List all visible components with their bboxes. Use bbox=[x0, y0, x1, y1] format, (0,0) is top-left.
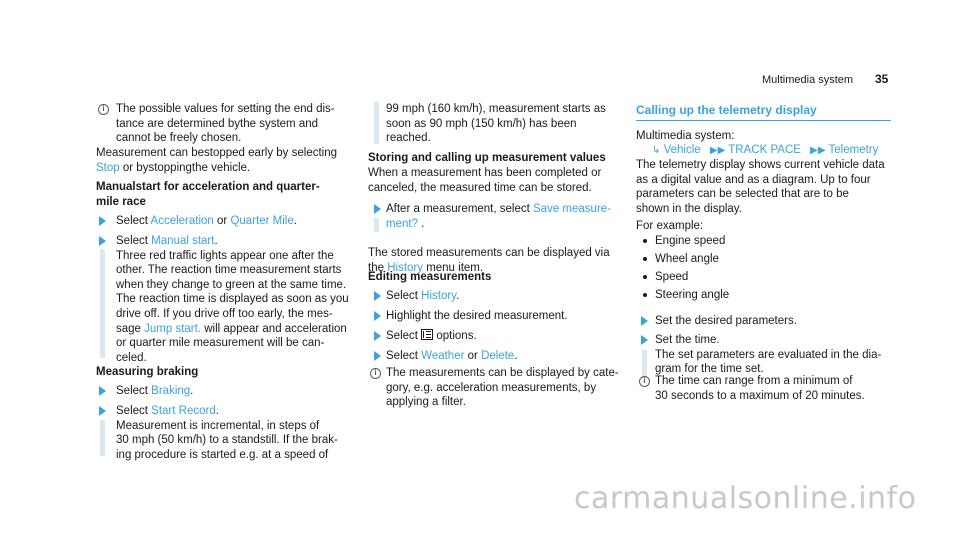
step-text: Select Braking. bbox=[116, 385, 194, 397]
step-bar bbox=[100, 420, 105, 456]
nav-track-pace: TRACK PACE bbox=[728, 144, 801, 156]
step-text: Select options. bbox=[386, 330, 477, 342]
paragraph: Multimedia system: bbox=[636, 130, 735, 142]
info-note-icon: i bbox=[98, 104, 109, 115]
manual-start-link: Manual start bbox=[151, 235, 215, 247]
jump-start-message: Jump start. bbox=[144, 322, 202, 335]
navigation-path bbox=[652, 143, 892, 159]
list-item: Steering angle bbox=[655, 289, 730, 301]
step-bar bbox=[374, 218, 379, 232]
note-text: The possible values for setting the end dis- tance are determined bythe system and cannot be freely chosen. bbox=[116, 103, 335, 145]
options-menu-icon bbox=[421, 329, 433, 340]
step-bar bbox=[374, 102, 379, 144]
save-measurement-link: Save measure- bbox=[533, 203, 611, 215]
nav-vehicle: Vehicle bbox=[663, 144, 701, 156]
step-arrow-icon bbox=[374, 351, 381, 361]
step-text: Set the time. The set parameters are evaluated in the dia- gram for the time set. bbox=[655, 334, 882, 376]
paragraph: Measurement can bestopped early by selecting Stop or bystoppingthe vehicle. bbox=[96, 147, 338, 174]
nav-chevron-icon: ▶▶ bbox=[709, 145, 726, 156]
step-arrow-icon bbox=[99, 386, 106, 396]
step-text: Select Manual start. Three red traffic lights appear one after the other. The reaction time measurement starts when they change to green at the same time. The reaction time is displayed as soon as you drive off. If you drive off too early, the mes- sage Jump start. will appear and acceleration or quarter mile measurement will be can- celed. bbox=[116, 235, 349, 364]
step-text: Set the desired parameters. bbox=[655, 315, 797, 327]
braking-link: Braking bbox=[151, 385, 191, 397]
start-record-link: Start Record bbox=[151, 405, 216, 417]
section-title: Calling up the telemetry display bbox=[636, 103, 817, 117]
page-number: 35 bbox=[875, 72, 889, 86]
step-arrow-icon bbox=[99, 406, 106, 416]
step-arrow-icon bbox=[641, 316, 648, 326]
section-heading: Manualstart for acceleration and quarter- mile race bbox=[96, 181, 320, 208]
nav-enter-icon: ↳ bbox=[652, 145, 661, 156]
paragraph: For example: bbox=[636, 220, 704, 232]
step-bar bbox=[642, 350, 647, 378]
step-arrow-icon bbox=[641, 335, 648, 345]
bullet-icon bbox=[643, 275, 647, 279]
history-link: History bbox=[387, 261, 423, 274]
quarter-mile-link: Quarter Mile bbox=[230, 215, 294, 227]
paragraph: The stored measurements can be displayed via the History menu item. bbox=[368, 247, 610, 274]
step-text: Select Weather or Delete. bbox=[386, 350, 518, 362]
list-item: Wheel angle bbox=[655, 253, 719, 265]
title-rule bbox=[636, 120, 891, 121]
section-heading: Storing and calling up measurement values bbox=[368, 152, 606, 164]
bullet-icon bbox=[643, 239, 647, 243]
weather-link: Weather bbox=[421, 350, 465, 362]
nav-chevron-icon: ▶▶ bbox=[810, 145, 826, 156]
step-arrow-icon bbox=[374, 331, 381, 341]
step-text: After a measurement, select Save measure- ment? . bbox=[386, 203, 611, 230]
list-item: Engine speed bbox=[655, 235, 726, 247]
history-link: History bbox=[421, 290, 457, 302]
step-continuation: 99 mph (160 km/h), measurement starts as soon as 90 mph (150 km/h) has been reached. bbox=[386, 103, 606, 145]
note-text: The time can range from a minimum of 30 seconds to a maximum of 20 minutes. bbox=[655, 375, 865, 402]
step-arrow-icon bbox=[99, 236, 106, 246]
delete-link: Delete bbox=[481, 350, 515, 362]
running-header: Multimedia system bbox=[762, 74, 854, 86]
paragraph: When a measurement has been completed or canceled, the measured time can be stored. bbox=[368, 167, 602, 194]
info-note-icon: i bbox=[370, 368, 381, 379]
list-item: Speed bbox=[655, 271, 689, 283]
step-bar bbox=[100, 249, 105, 358]
section-heading: Editing measurements bbox=[368, 271, 492, 283]
step-arrow-icon bbox=[99, 216, 106, 226]
step-arrow-icon bbox=[374, 204, 381, 214]
note-text: The measurements can be displayed by cate- gory, e.g. acceleration measurements, by applying a filter. bbox=[386, 367, 619, 409]
info-note-icon: i bbox=[639, 376, 650, 387]
stop-link: Stop bbox=[96, 161, 120, 174]
section-heading: Measuring braking bbox=[96, 366, 199, 378]
acceleration-link: Acceleration bbox=[150, 215, 214, 227]
step-arrow-icon bbox=[374, 291, 381, 301]
nav-telemetry: Telemetry bbox=[828, 144, 879, 156]
step-text: Highlight the desired measurement. bbox=[386, 310, 568, 322]
step-text: Select History. bbox=[386, 290, 460, 302]
step-arrow-icon bbox=[374, 311, 381, 321]
bullet-icon bbox=[643, 293, 647, 297]
watermark: carmanualsonline.info bbox=[574, 481, 917, 516]
bullet-icon bbox=[643, 257, 647, 261]
step-text: Select Acceleration or Quarter Mile. bbox=[116, 215, 297, 227]
paragraph: The telemetry display shows current vehicle data as a digital value and as a diagram. Up to four parameters can be selected that are to be shown in the display. bbox=[636, 159, 885, 215]
step-text: Select Start Record. Measurement is incremental, in steps of 30 mph (50 km/h) to a standstill. If the brak- ing procedure is started e.g. at a speed of bbox=[116, 405, 338, 461]
